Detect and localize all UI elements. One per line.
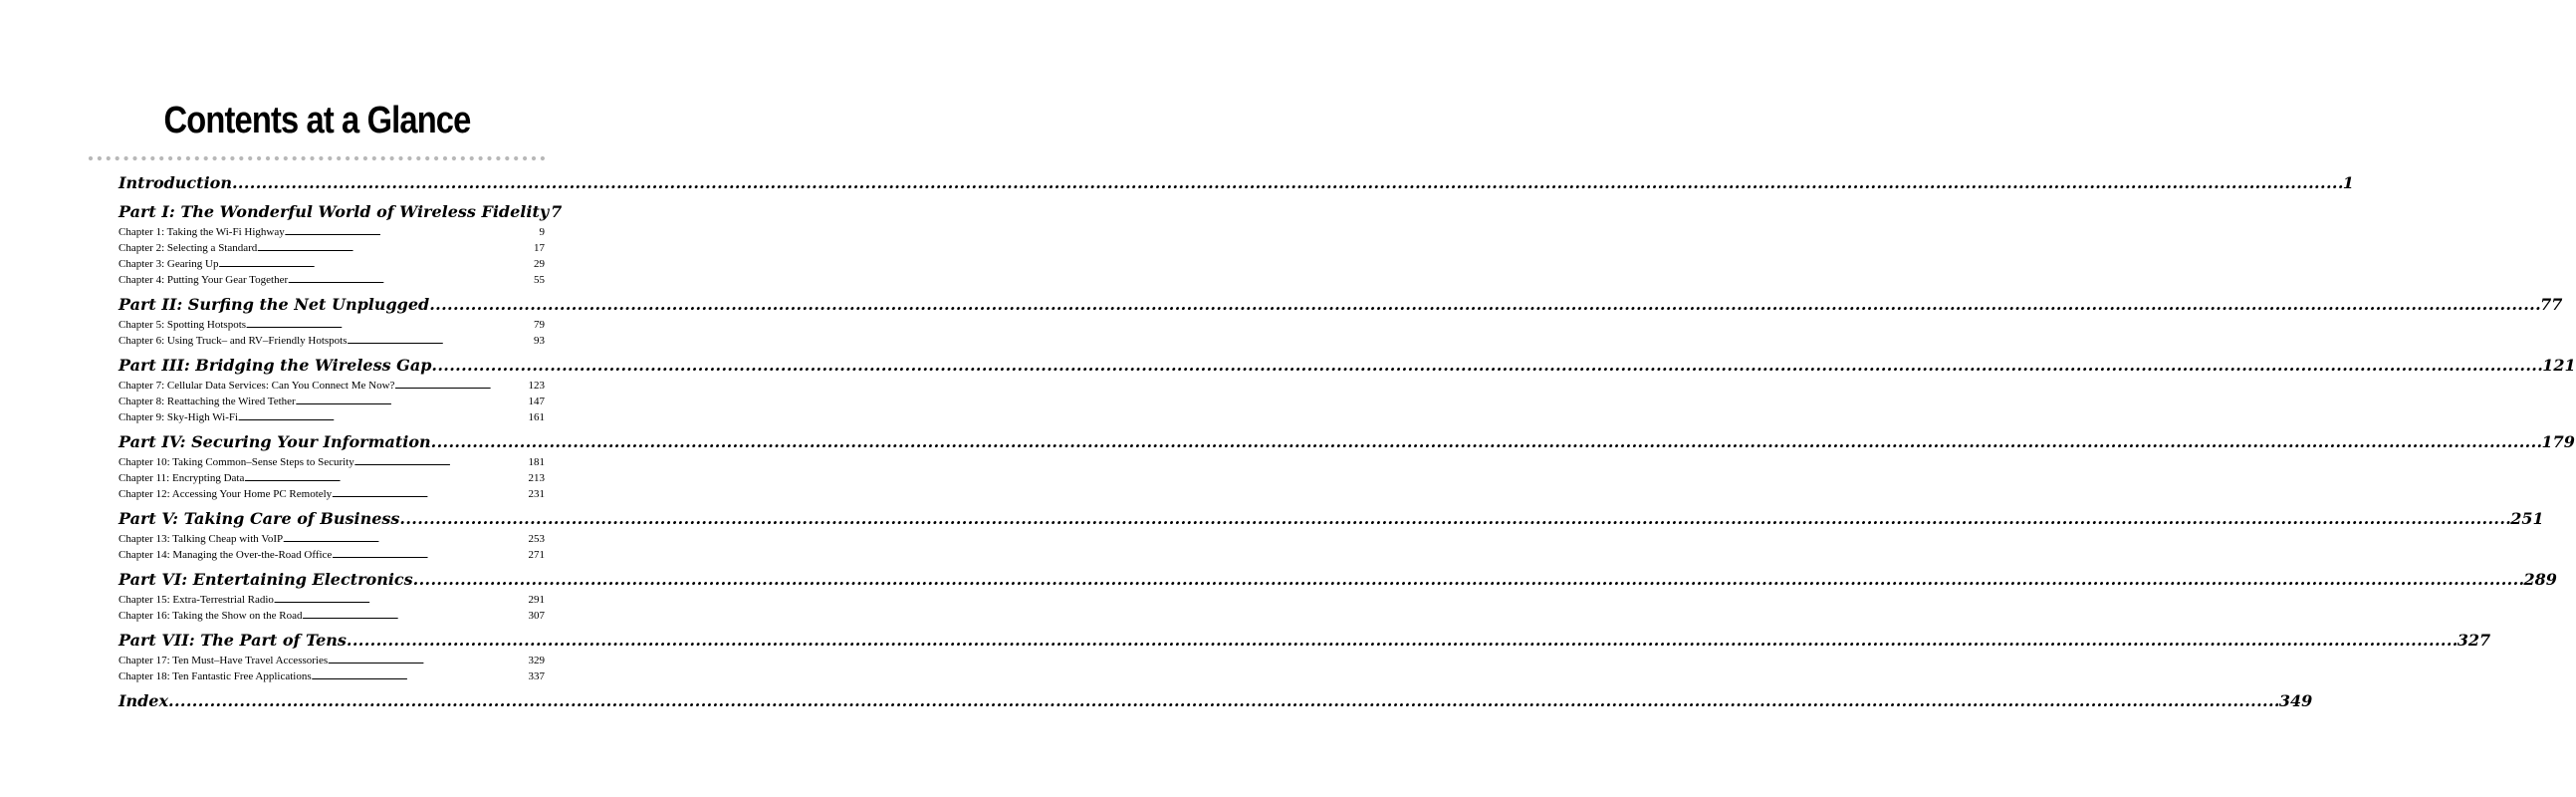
dot-leader [246,317,533,334]
toc-part-entry [118,200,563,224]
dot-leader [244,470,527,487]
toc-entry-label: Chapter 3: Gearing Up [118,258,219,270]
toc-entry-page-number: 253 [528,533,545,545]
toc-chapter-entry [118,608,545,624]
toc-entry-label: Chapter 11: Encrypting Data [118,472,245,484]
toc-entry-page-number: 271 [528,549,545,561]
toc-chapter-entry [118,409,545,425]
table-of-contents [118,171,2576,713]
toc-entry-page-number: 161 [528,411,545,423]
dot-leader [283,531,527,548]
toc-chapter-entry [118,256,545,272]
toc-entry-page-number: 179 [2541,432,2575,451]
toc-chapter-entry [118,470,545,486]
dot-leader [238,409,527,426]
dotted-divider [88,155,550,161]
toc-entry-page-number: 93 [534,335,545,347]
toc-entry-label: Part VI: Entertaining Electronics [118,570,413,589]
toc-entry-page-number: 213 [528,472,545,484]
toc-chapter-entry [118,240,545,256]
toc-chapter-entry [118,653,545,668]
dot-leader [296,394,528,410]
toc-part-entry [118,293,2563,317]
toc-entry-label: Chapter 12: Accessing Your Home PC Remotely [118,488,333,500]
dot-leader [413,568,2522,592]
toc-entry-label: Chapter 13: Talking Cheap with VoIP [118,533,284,545]
dot-leader [285,224,539,241]
toc-entry-label: Chapter 17: Ten Must–Have Travel Accessories [118,655,329,666]
toc-entry-label: Chapter 4: Putting Your Gear Together [118,274,289,286]
toc-entry-page-number: 329 [528,655,545,666]
toc-entry-label: Introduction [118,173,232,192]
toc-entry-page-number: 121 [2542,356,2576,375]
toc-entry-page-number: 147 [528,396,545,407]
dot-leader [429,293,2538,317]
toc-chapter-entry [118,272,545,288]
dot-leader [348,333,533,350]
toc-entry-label: Part VII: The Part of Tens [118,631,347,650]
toc-entry-page-number: 17 [534,242,545,254]
toc-chapter-entry [118,224,545,240]
toc-entry-page-number: 29 [534,258,545,270]
toc-part-entry [118,507,2544,531]
toc-chapter-entry [118,333,545,349]
toc-chapter-entry [118,378,545,394]
toc-entry-page-number: 123 [528,380,545,392]
toc-chapter-entry [118,668,545,684]
dot-leader [394,378,527,395]
toc-entry-page-number: 231 [528,488,545,500]
page-title: Contents at a Glance [163,100,471,141]
toc-entry-label: Part III: Bridging the Wireless Gap [118,356,432,375]
dot-leader [219,256,534,273]
toc-entry-page-number: 7 [551,202,563,221]
dot-leader [332,486,527,503]
toc-entry-page-number: 55 [534,274,545,286]
toc-chapter-entry [118,547,545,563]
toc-entry-label: Chapter 2: Selecting a Standard [118,242,258,254]
dot-leader [347,629,2456,653]
toc-part-entry [118,354,2576,378]
toc-entry-label: Chapter 16: Taking the Show on the Road [118,610,303,622]
dot-leader [431,354,2540,378]
toc-chapter-entry [118,394,545,409]
toc-chapter-entry [118,486,545,502]
toc-entry-page-number: 289 [2523,570,2557,589]
toc-entry-page-number: 79 [534,319,545,331]
toc-chapter-entry [118,454,545,470]
toc-entry-label: Chapter 1: Taking the Wi-Fi Highway [118,226,285,238]
toc-entry-page-number: 251 [2510,509,2544,528]
dot-leader [332,547,527,564]
toc-entry-page-number: 9 [539,226,545,238]
toc-entry-page-number: 291 [528,594,545,606]
toc-entry-label: Chapter 7: Cellular Data Services: Can You Connect Me Now? [118,380,395,392]
toc-entry-label: Index [118,691,169,710]
toc-entry-page-number: 1 [2342,173,2354,192]
toc-entry-label: Chapter 5: Spotting Hotspots [118,319,247,331]
dot-leader [302,608,527,625]
toc-entry-label: Part V: Taking Care of Business [118,509,400,528]
dot-leader [257,240,533,257]
toc-entry-label: Part IV: Securing Your Information [118,432,431,451]
toc-entry-page-number: 327 [2457,631,2491,650]
toc-entry-label: Chapter 15: Extra-Terrestrial Radio [118,594,274,606]
toc-part-entry [118,171,2354,195]
toc-entry-page-number: 337 [528,670,545,682]
dot-leader [274,592,528,609]
toc-part-entry [118,430,2575,454]
dot-leader [328,653,527,669]
toc-chapter-entry [118,592,545,608]
dot-leader [399,507,2508,531]
dot-leader [288,272,533,289]
toc-entry-page-number: 349 [2278,691,2313,710]
toc-entry-label: Chapter 10: Taking Common–Sense Steps to Security [118,456,354,468]
toc-part-entry [118,629,2491,653]
toc-part-entry [118,689,2313,713]
dot-leader [354,454,528,471]
toc-entry-label: Chapter 8: Reattaching the Wired Tether [118,396,296,407]
toc-entry-label: Chapter 14: Managing the Over-the-Road Office [118,549,333,561]
toc-entry-label: Chapter 6: Using Truck– and RV–Friendly Hotspots [118,335,348,347]
toc-chapter-entry [118,317,545,333]
toc-entry-label: Part II: Surfing the Net Unplugged [118,295,430,314]
toc-entry-page-number: 307 [528,610,545,622]
toc-entry-label: Chapter 9: Sky-High Wi-Fi [118,411,239,423]
dot-leader [232,171,2341,195]
toc-chapter-entry [118,531,545,547]
toc-entry-label: Chapter 18: Ten Fantastic Free Applications [118,670,312,682]
toc-part-entry [118,568,2557,592]
dot-leader [431,430,2540,454]
toc-entry-page-number: 181 [528,456,545,468]
toc-entry-page-number: 77 [2540,295,2563,314]
toc-entry-label: Part I: The Wonderful World of Wireless Fidelity [118,202,550,221]
dot-leader [168,689,2277,713]
dot-leader [312,668,528,685]
